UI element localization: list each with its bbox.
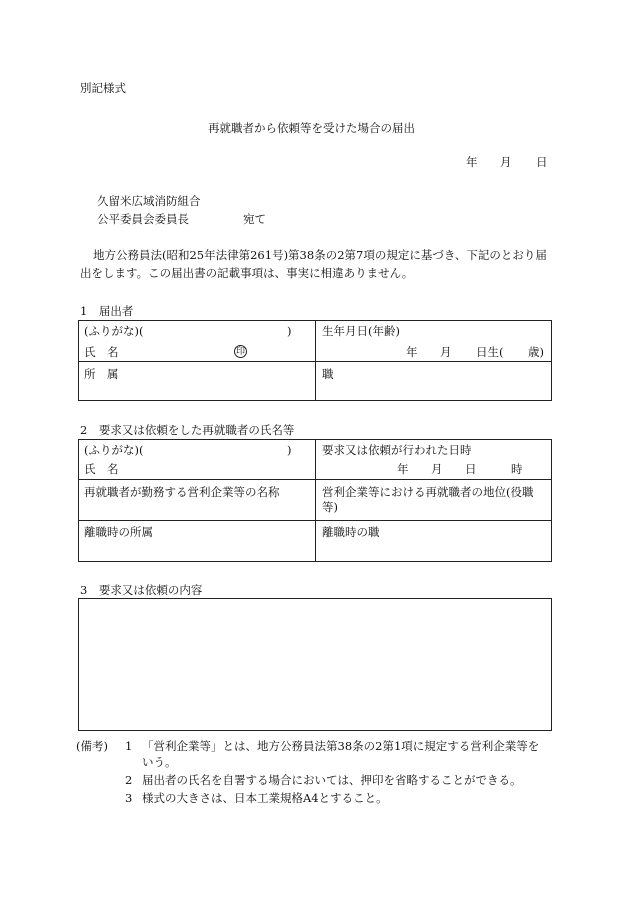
s1-birth-day: 日生( bbox=[476, 345, 504, 359]
s2-furigana-close: ) bbox=[287, 443, 292, 457]
s1-birth-year: 年 bbox=[406, 345, 418, 359]
page-title: 再就職者から依頼等を受けた場合の届出 bbox=[208, 121, 415, 135]
s2-company-position-label-2: 等) bbox=[322, 500, 338, 514]
note-1-line-1: 「営利企業等」とは、地方公務員法第38条の2第1項に規定する営利企業等を bbox=[142, 739, 540, 753]
s1-furigana-label: (ふりがな)( bbox=[84, 324, 144, 338]
intro-line-1: 地方公務員法(昭和25年法律第261号)第38条の2第7項の規定に基づき、下記のとおり届 bbox=[93, 248, 547, 262]
section3-content-box bbox=[78, 598, 552, 731]
s2-furigana-label: (ふりがな)( bbox=[84, 443, 144, 457]
note-1-number: 1 bbox=[125, 739, 133, 753]
notes-label: (備考) bbox=[76, 739, 108, 753]
form-label: 別記様式 bbox=[80, 81, 126, 95]
s1-birth-age: 歳) bbox=[528, 345, 544, 359]
s1-position-label: 職 bbox=[322, 367, 334, 381]
s1-furigana-close: ) bbox=[287, 324, 292, 338]
addressee-org: 久留米広域消防組合 bbox=[97, 194, 201, 208]
s1-birth-label: 生年月日(年齢) bbox=[322, 324, 400, 338]
seal-icon: 印 bbox=[235, 347, 245, 357]
note-3-text: 様式の大きさは、日本工業規格A4とすること。 bbox=[142, 791, 388, 805]
date-month: 月 bbox=[500, 155, 512, 169]
s2-retire-affiliation-label: 離職時の所属 bbox=[84, 525, 153, 539]
section2-row-divider-2 bbox=[78, 520, 552, 521]
s2-datetime-label: 要求又は依頼が行われた日時 bbox=[322, 443, 472, 457]
note-3-number: 3 bbox=[125, 791, 133, 805]
s2-company-label: 再就職者が勤務する営利企業等の名称 bbox=[84, 485, 280, 499]
addressee-person: 公平委員会委員長 bbox=[97, 212, 189, 226]
section3-heading: 3 要求又は依頼の内容 bbox=[80, 583, 203, 597]
section1-heading: 1 届出者 bbox=[80, 304, 134, 318]
s1-affiliation-label: 所 属 bbox=[84, 367, 119, 381]
note-2-text: 届出者の氏名を自署する場合においては、押印を省略することができる。 bbox=[142, 773, 522, 787]
s2-dt-hour: 時 bbox=[511, 462, 523, 476]
s2-company-position-label-1: 営利企業等における再就職者の地位(役職 bbox=[322, 485, 534, 499]
s1-name-label: 氏 名 bbox=[84, 345, 119, 359]
s2-retire-position-label: 離職時の職 bbox=[322, 525, 380, 539]
note-2-number: 2 bbox=[125, 773, 133, 787]
date-year: 年 bbox=[466, 155, 478, 169]
s2-dt-day: 日 bbox=[465, 462, 477, 476]
s2-dt-year: 年 bbox=[397, 462, 409, 476]
s2-name-label: 氏 名 bbox=[84, 462, 119, 476]
section2-col-divider bbox=[315, 439, 316, 562]
intro-line-2: 出をします。この届出書の記載事項は、事実に相違ありません。 bbox=[80, 266, 414, 280]
note-1-line-2: いう。 bbox=[142, 755, 177, 769]
s1-birth-month: 月 bbox=[440, 345, 452, 359]
section2-row-divider-1 bbox=[78, 479, 552, 480]
section1-row-divider bbox=[78, 361, 552, 362]
section2-heading: 2 要求又は依頼をした再就職者の氏名等 bbox=[80, 423, 295, 437]
date-day: 日 bbox=[536, 155, 548, 169]
s2-dt-month: 月 bbox=[431, 462, 443, 476]
addressee-suffix: 宛て bbox=[243, 212, 266, 226]
